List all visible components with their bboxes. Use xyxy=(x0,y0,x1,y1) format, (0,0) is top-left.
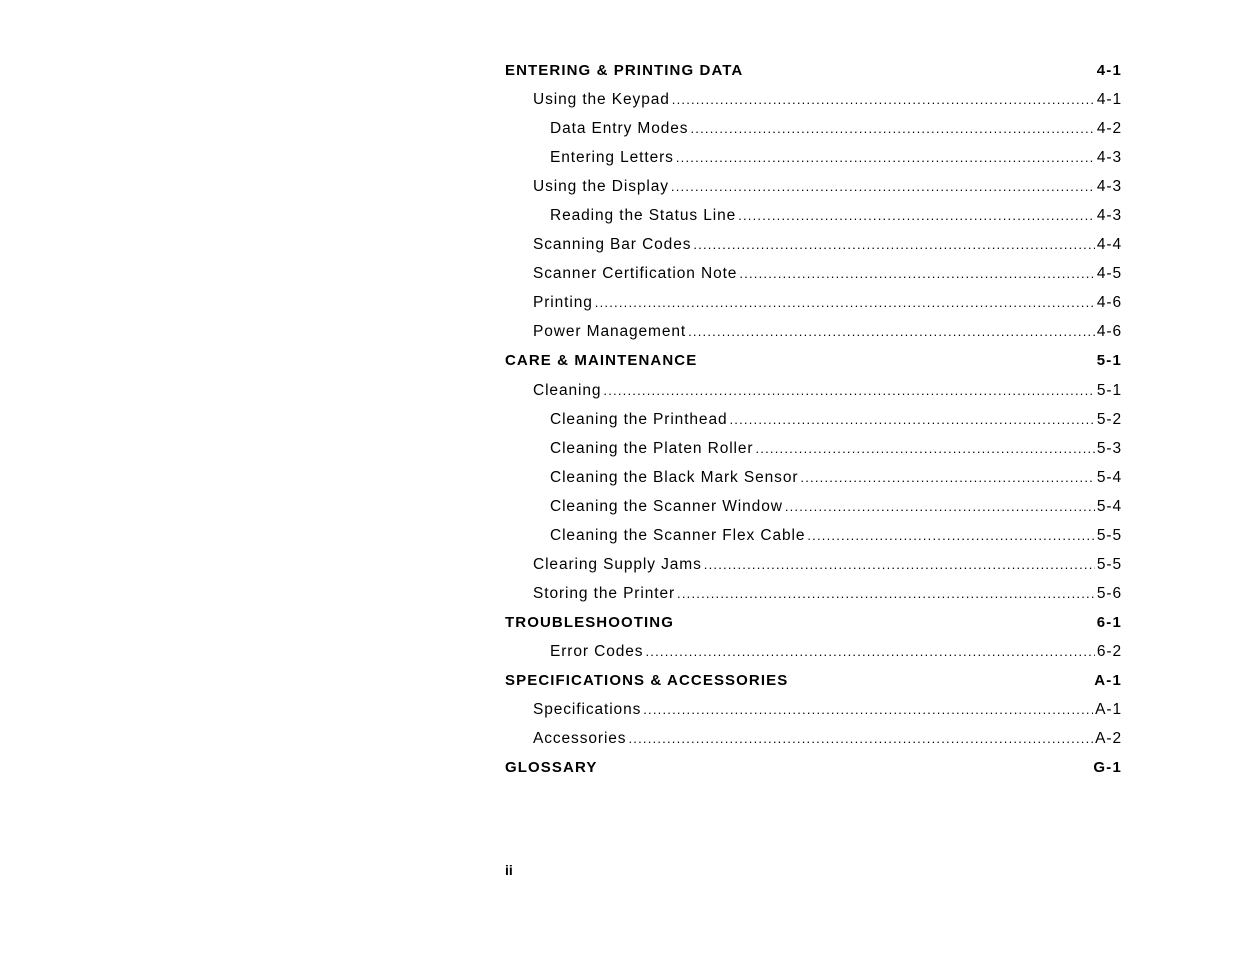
toc-chapter-entry xyxy=(505,666,1122,695)
toc-entry-title: Using the Display xyxy=(533,178,669,196)
toc-entry-title: Cleaning the Scanner Window xyxy=(550,497,783,515)
toc-entry-page: 4-2 xyxy=(1096,120,1122,138)
toc-section-entry xyxy=(505,405,1122,434)
toc-entry-page: 5-2 xyxy=(1096,410,1122,428)
toc-entry-page: 6-2 xyxy=(1096,642,1122,660)
toc-section-entry xyxy=(505,288,1122,317)
toc-entry-title: CARE & MAINTENANCE xyxy=(505,352,698,370)
toc-entry-title: Power Management xyxy=(533,323,687,341)
toc-section-entry xyxy=(505,637,1122,666)
toc-section-entry xyxy=(505,579,1122,608)
dot-leader xyxy=(677,579,1095,608)
toc-entry-title: Cleaning the Scanner Flex Cable xyxy=(550,526,806,544)
toc-section-entry xyxy=(505,317,1122,346)
toc-entry-title: Cleaning the Platen Roller xyxy=(550,439,754,457)
toc-section-entry xyxy=(505,695,1122,724)
toc-section-entry xyxy=(505,492,1122,521)
toc-section-entry xyxy=(505,143,1122,172)
dot-leader xyxy=(688,317,1095,346)
dot-leader xyxy=(595,288,1095,317)
dot-leader xyxy=(739,259,1095,288)
dot-leader xyxy=(643,695,1093,724)
toc-entry-page: A-1 xyxy=(1095,701,1122,719)
toc-section-entry xyxy=(505,434,1122,463)
toc-entry-page: 6-1 xyxy=(1096,613,1122,631)
toc-entry-title: Data Entry Modes xyxy=(550,120,689,138)
page-number: ii xyxy=(505,862,513,878)
dot-leader xyxy=(693,230,1095,259)
toc-entry-page: G-1 xyxy=(1093,759,1122,777)
table-of-contents xyxy=(505,56,1122,782)
toc-entry-page: 4-5 xyxy=(1096,265,1122,283)
toc-section-entry xyxy=(505,85,1122,114)
toc-entry-page: 4-3 xyxy=(1096,207,1122,225)
toc-entry-title: SPECIFICATIONS & ACCESSORIES xyxy=(505,671,789,689)
toc-section-entry xyxy=(505,230,1122,259)
toc-section-entry xyxy=(505,724,1122,753)
dot-leader xyxy=(676,143,1095,172)
toc-section-entry xyxy=(505,521,1122,550)
toc-section-entry xyxy=(505,201,1122,230)
dot-leader xyxy=(800,463,1094,492)
toc-entry-page: 4-3 xyxy=(1096,149,1122,167)
toc-entry-title: Printing xyxy=(533,294,593,312)
dot-leader xyxy=(690,114,1094,143)
dot-leader xyxy=(628,724,1093,753)
toc-entry-page: 4-6 xyxy=(1096,294,1122,312)
toc-entry-page: 5-4 xyxy=(1096,468,1122,486)
toc-entry-title: TROUBLESHOOTING xyxy=(505,613,674,631)
toc-entry-title: Cleaning the Black Mark Sensor xyxy=(550,468,799,486)
dot-leader xyxy=(671,172,1095,201)
toc-entry-page: 4-1 xyxy=(1096,62,1122,79)
dot-leader xyxy=(755,434,1094,463)
dot-leader xyxy=(603,376,1095,405)
toc-section-entry xyxy=(505,463,1122,492)
toc-entry-page: 5-1 xyxy=(1096,381,1122,399)
toc-entry-page: A-1 xyxy=(1094,671,1122,689)
toc-entry-page: 5-6 xyxy=(1096,584,1122,602)
toc-entry-title: Cleaning xyxy=(533,381,602,399)
toc-section-entry xyxy=(505,259,1122,288)
toc-chapter-entry xyxy=(505,608,1122,637)
dot-leader xyxy=(785,492,1095,521)
toc-entry-title: Scanner Certification Note xyxy=(533,265,738,283)
toc-entry-page: 5-1 xyxy=(1096,352,1122,370)
toc-chapter-entry xyxy=(505,753,1122,782)
toc-section-entry xyxy=(505,550,1122,579)
toc-entry-page: 4-4 xyxy=(1096,236,1122,254)
toc-entry-page: 4-3 xyxy=(1096,178,1122,196)
toc-section-entry xyxy=(505,376,1122,405)
dot-leader xyxy=(738,201,1095,230)
toc-entry-title: Accessories xyxy=(533,730,627,748)
toc-entry-title: Clearing Supply Jams xyxy=(533,555,702,573)
toc-entry-title: Storing the Printer xyxy=(533,584,676,602)
toc-chapter-entry xyxy=(505,56,1122,85)
dot-leader xyxy=(672,85,1095,114)
toc-entry-page: 4-6 xyxy=(1096,323,1122,341)
toc-entry-page: 5-5 xyxy=(1096,526,1122,544)
toc-entry-page: 5-3 xyxy=(1096,439,1122,457)
toc-entry-title: Using the Keypad xyxy=(533,91,670,109)
toc-entry-title: Reading the Status Line xyxy=(550,207,737,225)
toc-entry-title: Entering Letters xyxy=(550,149,674,167)
dot-leader xyxy=(730,405,1095,434)
toc-entry-page: 5-5 xyxy=(1096,555,1122,573)
toc-entry-title: GLOSSARY xyxy=(505,759,598,777)
dot-leader xyxy=(645,637,1094,666)
toc-entry-page: A-2 xyxy=(1095,730,1122,748)
dot-leader xyxy=(807,521,1095,550)
toc-chapter-entry xyxy=(505,346,1122,375)
toc-section-entry xyxy=(505,114,1122,143)
toc-entry-title: Cleaning the Printhead xyxy=(550,410,728,428)
toc-entry-title: Specifications xyxy=(533,701,642,719)
toc-entry-title: ENTERING & PRINTING DATA xyxy=(505,62,744,79)
toc-entry-title: Scanning Bar Codes xyxy=(533,236,692,254)
toc-section-entry xyxy=(505,172,1122,201)
toc-entry-title: Error Codes xyxy=(550,642,644,660)
dot-leader xyxy=(704,550,1095,579)
toc-entry-page: 5-4 xyxy=(1096,497,1122,515)
toc-entry-page: 4-1 xyxy=(1096,91,1122,109)
